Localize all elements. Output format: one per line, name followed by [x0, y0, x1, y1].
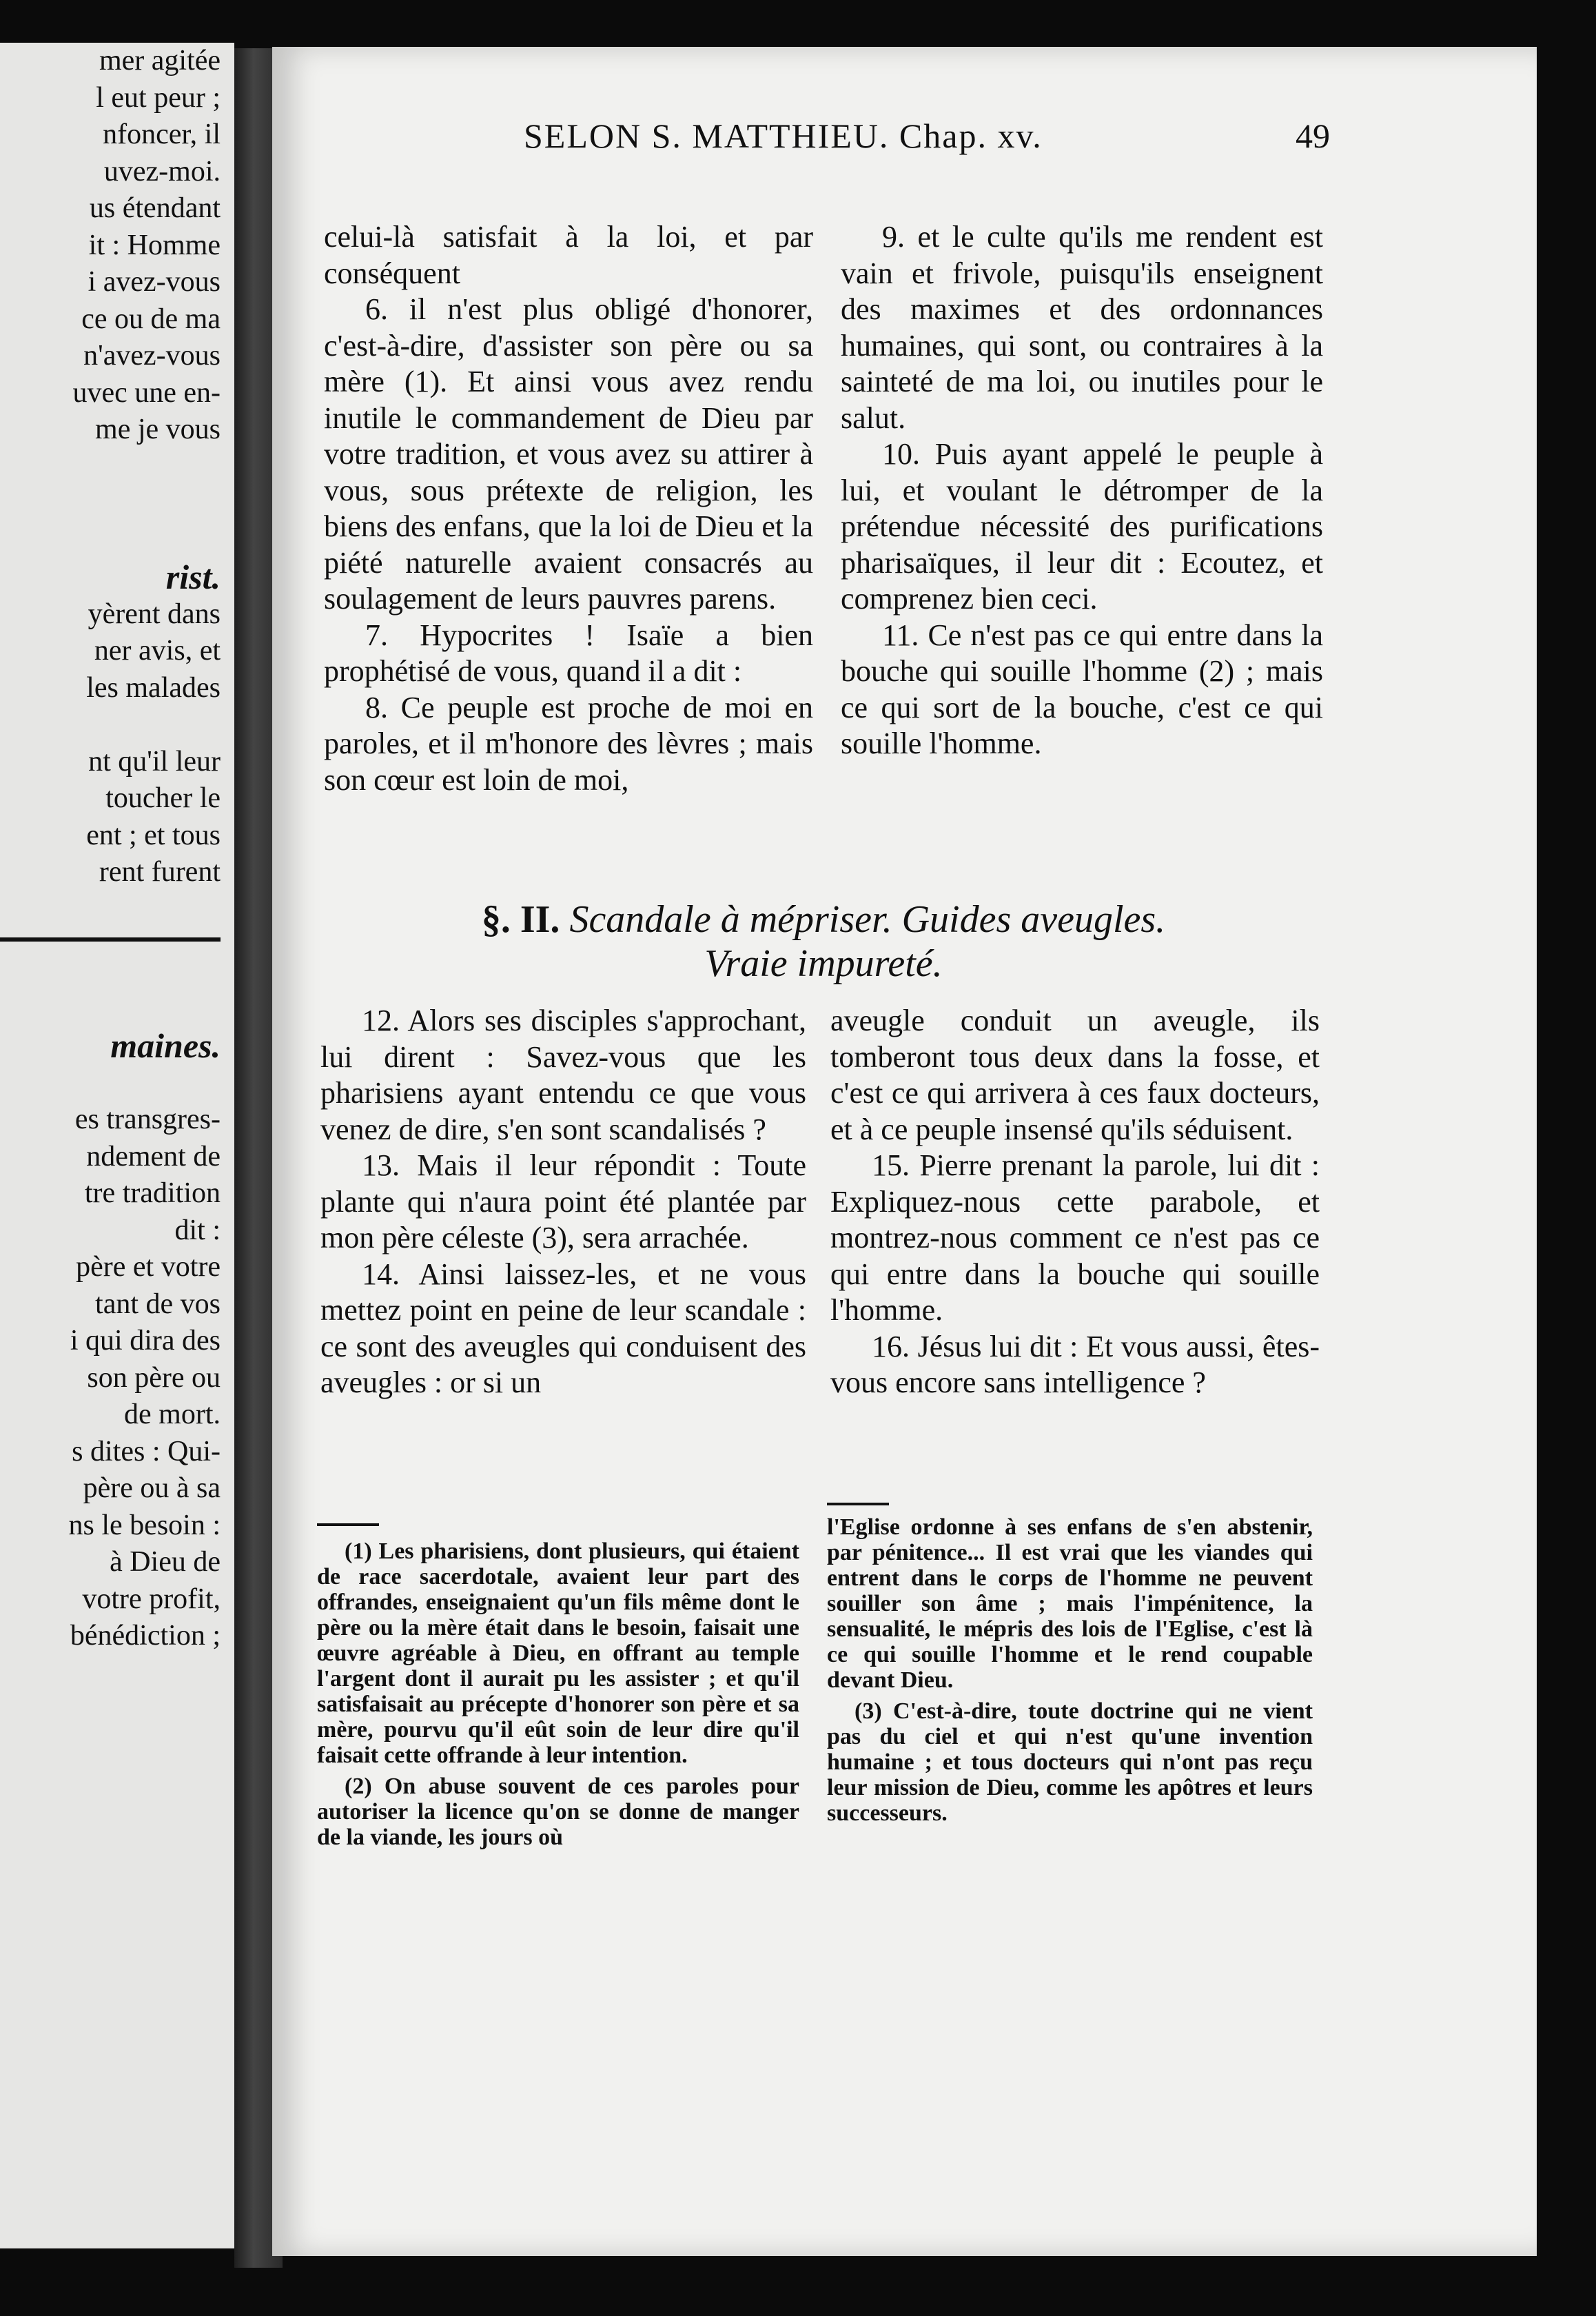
left-page-line: père ou à sa — [83, 1472, 221, 1504]
left-page-line — [0, 1065, 221, 1102]
footnote: (3) C'est-à-dire, toute doctrine qui ne vient pas du ciel et qui n'est qu'une invention humaine ; et tous docteurs qui n'ont pas reçu leur mission de Dieu, comme les apôtres et leurs successeurs. — [827, 1698, 1313, 1826]
left-page-line: i qui dira des — [70, 1325, 221, 1357]
verse-paragraph: 14. Ainsi laissez-les, et ne vous mettez point en peine de leur scandale : ce sont des aveugles qui conduisent des aveugles : or si un — [320, 1257, 806, 1399]
running-header — [234, 116, 1330, 164]
column-top-right — [841, 219, 1323, 762]
left-page-line: père et votre — [76, 1251, 221, 1283]
verse-paragraph: 7. Hypocrites ! Isaïe a bien prophétisé de vous, quand il a dit : — [324, 618, 813, 688]
left-page-line: nfoncer, il — [103, 119, 221, 150]
left-page-text — [0, 43, 221, 1655]
footnote: l'Eglise ordonne à ses enfans de s'en abstenir, par pénitence... Il est vrai que les viandes qui entrent dans le corps de l'homme ne peuvent souiller son âme ; mais l'impénitence, la sensualité, le mépris des lois de l'Eglise, c'est là ce qui souille l'homme et le rend coupable devant Dieu. — [827, 1514, 1313, 1693]
left-page-line: ent ; et tous — [86, 819, 221, 851]
left-page-line — [0, 449, 221, 486]
verse-paragraph: aveugle conduit un aveugle, ils tomberont tous deux dans la fosse, et c'est ce qui arrivera à ces faux docteurs, et à ce peuple insensé qu'ils séduisent. — [830, 1004, 1320, 1146]
left-page-line — [0, 891, 221, 928]
left-page-line: rent furent — [99, 856, 221, 888]
left-page-line: es transgres- — [74, 1104, 221, 1135]
left-page-line: de mort. — [124, 1399, 221, 1430]
left-page-line: uvez-moi. — [103, 155, 221, 187]
verse-paragraph: 13. Mais il leur répondit : Toute plante qui n'aura point été plantée par mon père céleste (3), sera arrachée. — [320, 1148, 806, 1254]
left-page-line: ce ou de ma — [81, 303, 221, 335]
footnote: (1) Les pharisiens, dont plusieurs, qui étaient de race sacerdotale, avaient leur part des offrandes, enseignaient qu'un fils même dont le père ou la mère était dans le besoin, faisait une œuvre agréable à Dieu, en offrant au temple l'argent dont il aurait pu les assister ; et qu'il satisfaisait au précepte d'honorer son père et sa mère, pourvu qu'il eût soin de leur dire qu'il faisait cette offrande à leur intention. — [317, 1538, 799, 1768]
footnote-rule-left — [317, 1523, 379, 1526]
left-page-line: ner avis, et — [94, 635, 221, 667]
left-page-line: l eut peur ; — [96, 81, 221, 114]
verse-paragraph: 10. Puis ayant appelé le peuple à lui, et voulant le détromper de la prétendue nécessité des purifications pharisaïques, il leur dit : Ecoutez, et comprenez bien ceci. — [841, 437, 1323, 616]
verse-paragraph: 6. il n'est plus obligé d'honorer, c'est-à-dire, d'assister son père ou sa mère (1). Et ainsi vous avez rendu inutile le commandement de Dieu par votre tradition, et vous avez su attirer à vous, sous prétexte de religion, les biens des enfans, que la loi de Dieu et la piété naturelle avaient consacrés au soulagement de leurs pauvres parens. — [324, 292, 813, 616]
left-page-line: it : Homme — [88, 229, 221, 261]
column-bottom-left — [320, 1003, 806, 1401]
verse-paragraph: 8. Ce peuple est proche de moi en paroles, et il m'honore des lèvres ; mais son cœur est loin de moi, — [324, 690, 813, 797]
left-page-line: dit : — [174, 1214, 221, 1246]
verse-paragraph: 11. Ce n'est pas ce qui entre dans la bouche qui souille l'homme (2) ; mais ce qui sort de la bouche, c'est ce qui souille l'homme. — [841, 618, 1323, 760]
left-page-line — [0, 707, 221, 744]
left-page-line: ndement de — [86, 1140, 221, 1172]
page-number: 49 — [1296, 116, 1330, 155]
left-page-line — [0, 954, 221, 991]
column-bottom-right — [830, 1003, 1320, 1401]
verse-paragraph: 15. Pierre prenant la parole, lui dit : Expliquez-nous cette parabole, et montrez-nous comment ce n'est pas ce qui entre dans la bouche qui souille l'homme. — [830, 1148, 1320, 1327]
section-number: §. II. — [481, 898, 560, 941]
verse-paragraph: celui-là satisfait à la loi, et par conséquent — [324, 220, 813, 290]
left-page-line: les malades — [86, 671, 221, 704]
left-page-rule — [0, 937, 221, 942]
left-page-line — [0, 522, 221, 560]
footnote: (2) On abuse souvent de ces paroles pour autoriser la licence qu'on se donne de manger de la viande, les jours où — [317, 1774, 799, 1850]
section-title-line1: Scandale à mépriser. Guides aveugles. — [569, 898, 1166, 941]
left-page-line: à Dieu de — [110, 1546, 221, 1578]
left-page-line — [0, 485, 221, 522]
verse-paragraph: 9. et le culte qu'ils me rendent est vain et frivole, puisqu'ils enseignent des maximes et des ordonnances humaines, qui sont, ou contraires à la sainteté de ma loi, ou inutiles pour le salut. — [841, 220, 1323, 435]
left-page-line: mer agitée — [99, 45, 221, 77]
left-page-line: son père ou — [87, 1361, 221, 1394]
left-page-line: bénédiction ; — [70, 1620, 221, 1652]
left-page-line: us étendant — [89, 192, 221, 224]
left-page-line — [0, 991, 221, 1028]
left-page-line: tant de vos — [95, 1288, 221, 1320]
left-page-line: uvec une en- — [72, 376, 221, 409]
column-top-left — [324, 219, 813, 798]
footnote-rule-right — [827, 1503, 889, 1505]
section-heading — [324, 897, 1323, 986]
left-page-line: i avez-vous — [88, 266, 221, 298]
footnotes-right — [827, 1514, 1313, 1831]
left-page-line: s dites : Qui- — [72, 1435, 221, 1467]
left-page-line: maines. — [110, 1026, 221, 1065]
verse-paragraph: 12. Alors ses disciples s'approchant, lui dirent : Savez-vous que les pharisiens ayant entendu ce que vous venez de dire, s'en sont scandalisés ? — [320, 1004, 806, 1146]
left-page-line: me je vous — [95, 414, 221, 445]
footnotes-left — [317, 1538, 799, 1856]
left-page-line: tre tradition — [84, 1177, 221, 1209]
left-page-line: votre profit, — [82, 1583, 221, 1615]
left-page-line: rist. — [165, 558, 221, 596]
left-page-line: toucher le — [105, 782, 221, 814]
left-page-line: n'avez-vous — [83, 340, 221, 372]
left-page-line: ns le besoin : — [68, 1509, 221, 1541]
section-title-line2: Vraie impureté. — [704, 942, 943, 985]
left-page-fragment — [0, 43, 234, 2248]
header-title: SELON S. MATTHIEU. Chap. xv. — [524, 116, 1043, 155]
left-page-line: yèrent dans — [88, 598, 221, 630]
verse-paragraph: 16. Jésus lui dit : Et vous aussi, êtes-vous encore sans intelligence ? — [830, 1329, 1320, 1399]
left-page-line: nt qu'il leur — [88, 745, 221, 778]
